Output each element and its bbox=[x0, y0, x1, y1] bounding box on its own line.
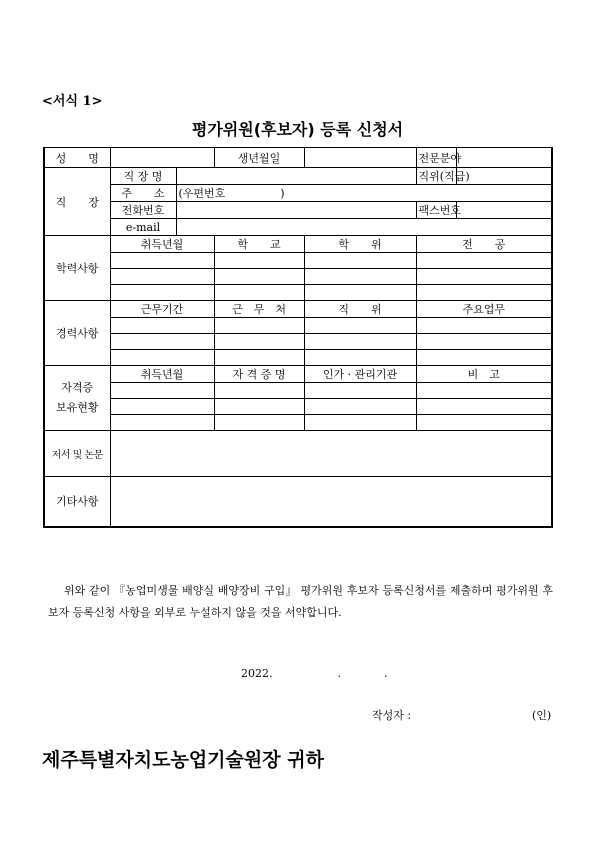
cert-header-note: 비 고 bbox=[416, 366, 552, 383]
others-label: 기타사항 bbox=[44, 477, 110, 527]
edu-header-major: 전 공 bbox=[416, 236, 552, 253]
fax-value[interactable] bbox=[456, 202, 552, 219]
career-label: 경력사항 bbox=[44, 301, 110, 366]
birth-value[interactable] bbox=[304, 148, 416, 168]
table-row bbox=[44, 318, 552, 334]
career-header-position: 직 위 bbox=[304, 301, 416, 318]
writer-label: 작성자 : bbox=[372, 709, 412, 722]
publications-value[interactable] bbox=[110, 431, 552, 477]
page-title: 평가위원(후보자) 등록 신청서 bbox=[191, 120, 404, 139]
zipcode-suffix: ) bbox=[280, 187, 285, 200]
certificate-label bbox=[44, 366, 110, 431]
seal-label: (인) bbox=[532, 709, 552, 722]
position-label: 직위(직급) bbox=[416, 168, 456, 185]
phone-label: 전화번호 bbox=[110, 202, 176, 219]
education-label: 학력사항 bbox=[44, 236, 110, 301]
others-value[interactable] bbox=[110, 477, 552, 527]
table-row bbox=[44, 415, 552, 431]
fax-label: 팩스번호 bbox=[416, 202, 456, 219]
form-number: <서식 1> bbox=[42, 94, 103, 109]
specialty-label: 전문분야 bbox=[416, 148, 456, 168]
table-row bbox=[44, 334, 552, 350]
table-row bbox=[44, 269, 552, 285]
career-header-workplace: 근 무 처 bbox=[214, 301, 304, 318]
address-value[interactable] bbox=[176, 185, 552, 202]
cert-header-date: 취득년월 bbox=[110, 366, 214, 383]
pledge-text: 위와 같이 『농업미생물 배양실 배양장비 구입』 평가위원 후보자 등록신청서를 제출하며 평가위원 후보자 등록신청 사항을 외부로 누설하지 않을 것을 서약합니다. bbox=[48, 584, 553, 619]
company-value[interactable] bbox=[176, 168, 416, 185]
registration-form-table bbox=[43, 147, 553, 528]
table-row bbox=[44, 350, 552, 366]
career-header-period: 근무기간 bbox=[110, 301, 214, 318]
date-line bbox=[241, 667, 388, 680]
career-header-duty: 주요업무 bbox=[416, 301, 552, 318]
cert-header-name: 자 격 증 명 bbox=[214, 366, 304, 383]
company-label: 직 장 명 bbox=[110, 168, 176, 185]
position-value[interactable] bbox=[456, 168, 552, 185]
birth-label: 생년월일 bbox=[214, 148, 304, 168]
edu-header-school: 학 교 bbox=[214, 236, 304, 253]
name-label: 성 명 bbox=[44, 148, 110, 168]
specialty-value[interactable] bbox=[456, 148, 552, 168]
job-section-label: 직 장 bbox=[44, 168, 110, 236]
table-row bbox=[44, 399, 552, 415]
edu-header-date: 취득년월 bbox=[110, 236, 214, 253]
name-value[interactable] bbox=[110, 148, 214, 168]
email-label: e-mail bbox=[110, 219, 176, 236]
date-separator-2: . bbox=[384, 667, 388, 680]
phone-value[interactable] bbox=[176, 202, 416, 219]
certificate-label-line1: 자격증 bbox=[61, 381, 94, 394]
zipcode-prefix: (우편번호 bbox=[178, 187, 226, 200]
email-value[interactable] bbox=[176, 219, 552, 236]
publications-label: 저서 및 논문 bbox=[44, 431, 110, 477]
addressee: 제주특별자치도농업기술원장 귀하 bbox=[42, 749, 324, 771]
date-year: 2022. bbox=[241, 667, 273, 680]
table-row bbox=[44, 253, 552, 269]
table-row bbox=[44, 383, 552, 399]
certificate-label-line2: 보유현황 bbox=[55, 401, 99, 414]
table-row bbox=[44, 285, 552, 301]
date-separator-1: . bbox=[337, 667, 341, 680]
cert-header-agency: 인가 · 관리기관 bbox=[304, 366, 416, 383]
edu-header-degree: 학 위 bbox=[304, 236, 416, 253]
address-label: 주 소 bbox=[110, 185, 176, 202]
